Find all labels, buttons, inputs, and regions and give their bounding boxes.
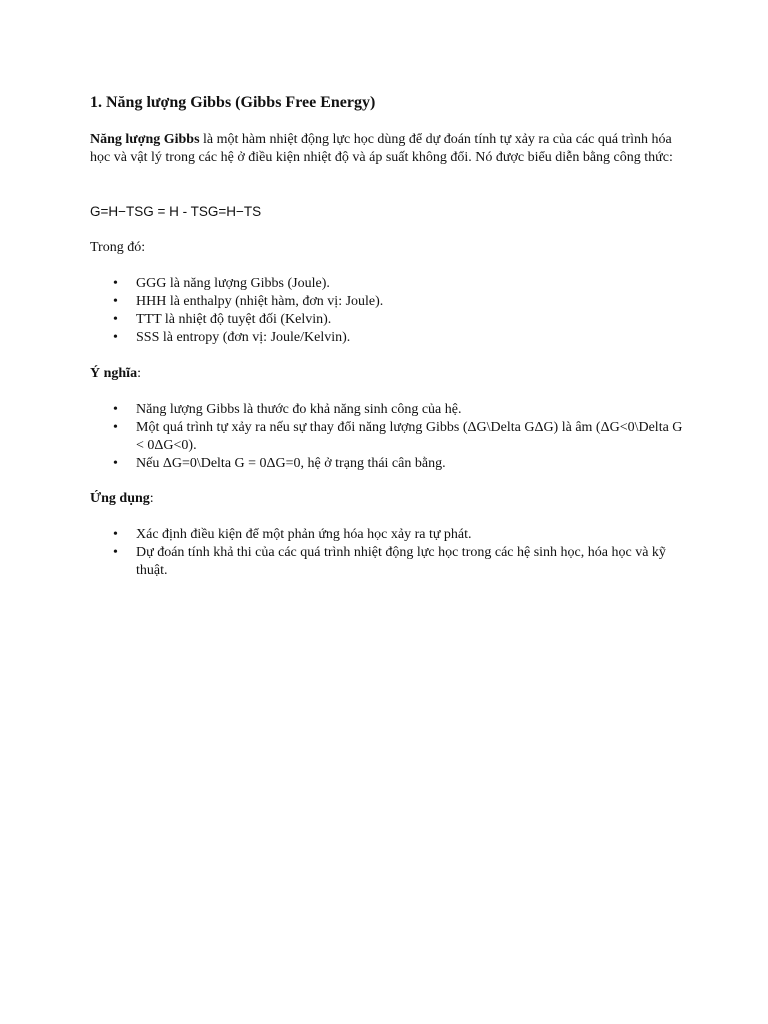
bullet-icon: • <box>113 545 118 560</box>
intro-text: là một hàm nhiệt động lực học dùng để dự đoán tính tự xảy ra của các quá trình hóa học và vật lý trong các hệ ở điều kiện nhiệt độ và áp suất không đổi. Nó được biểu diễn bằng công thức: <box>90 132 673 165</box>
list-item: • Một quá trình tự xảy ra nếu sự thay đổi năng lượng Gibbs (ΔG\Delta GΔG) là âm (ΔG<0\Delta G < 0ΔG<0). <box>113 420 683 453</box>
list-item: • HHH là enthalpy (nhiệt hàm, đơn vị: Joule). <box>113 294 384 309</box>
intro-term: Năng lượng Gibbs <box>90 132 200 147</box>
bullet-icon: • <box>113 330 118 345</box>
list-item: • Xác định điều kiện để một phản ứng hóa học xảy ra tự phát. <box>113 527 472 542</box>
list-item: • Năng lượng Gibbs là thước đo khả năng sinh công của hệ. <box>113 402 462 417</box>
bullet-icon: • <box>113 420 118 435</box>
bullet-icon: • <box>113 312 118 327</box>
intro-paragraph <box>90 131 685 167</box>
bullet-icon: • <box>113 527 118 542</box>
application-heading: Ứng dụng: <box>90 491 154 506</box>
bullet-icon: • <box>113 402 118 417</box>
definitions-list <box>90 275 685 347</box>
list-item: • Dự đoán tính khả thi của các quá trình nhiệt động lực học trong các hệ sinh học, hóa học và kỹ thuật. <box>113 545 666 578</box>
gibbs-formula: G=H−TSG = H - TSG=H−TS <box>90 204 262 219</box>
meaning-list <box>90 401 685 473</box>
meaning-heading: Ý nghĩa: <box>90 366 141 381</box>
list-item: • Nếu ΔG=0\Delta G = 0ΔG=0, hệ ở trạng thái cân bằng. <box>113 456 446 471</box>
list-item: • TTT là nhiệt độ tuyệt đối (Kelvin). <box>113 312 332 327</box>
list-item: • GGG là năng lượng Gibbs (Joule). <box>113 276 330 291</box>
bullet-icon: • <box>113 456 118 471</box>
application-list <box>90 526 685 580</box>
list-item: • SSS là entropy (đơn vị: Joule/Kelvin). <box>113 330 351 345</box>
where-label: Trong đó: <box>90 240 146 255</box>
section-title: 1. Năng lượng Gibbs (Gibbs Free Energy) <box>90 94 376 111</box>
bullet-icon: • <box>113 276 118 291</box>
bullet-icon: • <box>113 294 118 309</box>
